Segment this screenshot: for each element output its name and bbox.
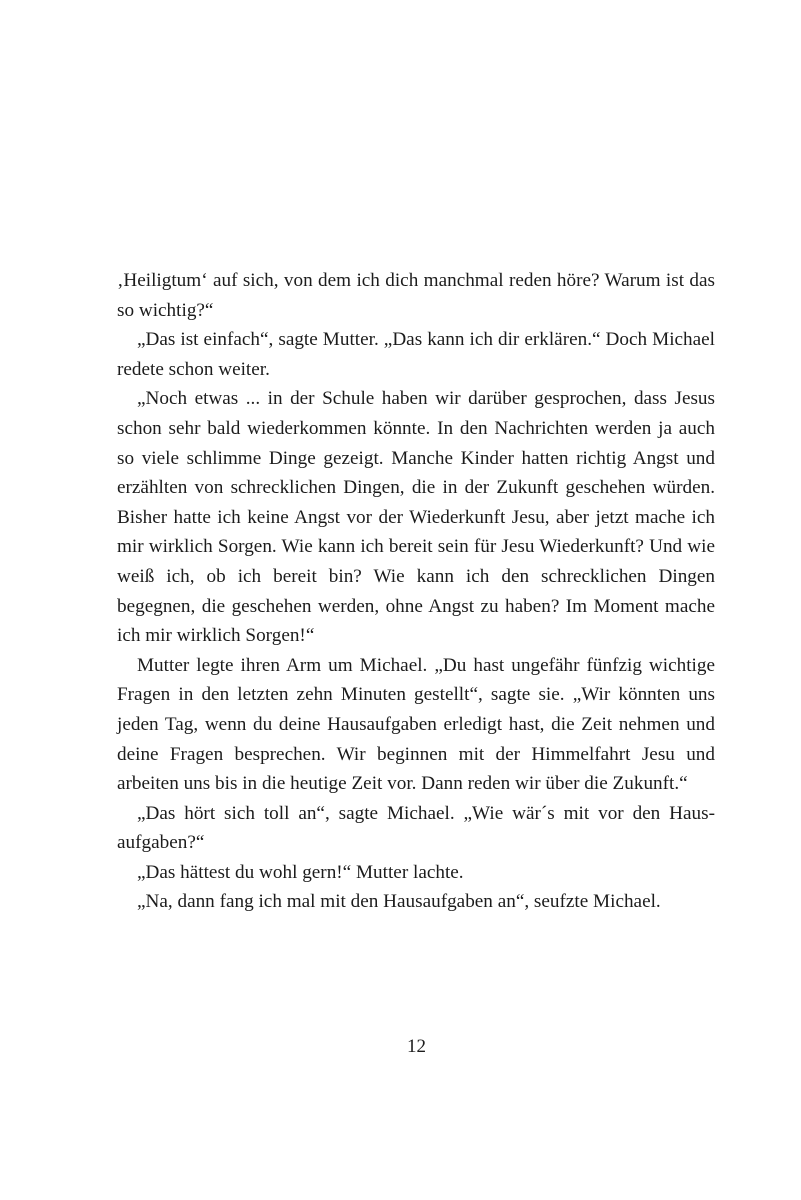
- paragraph: „Das hättest du wohl gern!“ Mutter lachte.: [137, 861, 464, 883]
- paragraph: „Na, dann fang ich mal mit den Hausaufgaben an“, seufzte Michael.: [137, 891, 661, 913]
- body-text: [117, 266, 715, 917]
- page-number: 12: [407, 1036, 426, 1057]
- paragraph: „Noch etwas ... in der Schule haben wir darüber gesprochen, dass Jesus schon sehr bald wiederkommen könnte. In den Nachrichten werden ja auch so viele schlimme Dinge gezeigt. Manche Kinder hatten richtig Angst und erzählten von schrecklichen Dingen, die in der Zukunft geschehen würden. Bisher hatte ich keine Angst vor der Wiederkunft Jesu, aber jetzt mache ich mir wirklich Sorgen. Wie kann ich bereit sein für Jesu Wiederkunft? Und wie weiß ich, ob ich bereit bin? Wie kann ich den schrecklichen Dingen begegnen, die geschehen werden, ohne Angst zu haben? Im Moment mache ich mir wirklich Sorgen!“: [117, 388, 715, 647]
- paragraph: „Das ist einfach“, sagte Mutter. „Das kann ich dir erklären.“ Doch Michael redete schon weiter.: [117, 329, 715, 380]
- paragraph: ‚Heiligtum‘ auf sich, von dem ich dich manchmal reden höre? Warum ist das so wichtig?“: [117, 270, 715, 321]
- paragraph: „Das hört sich toll an“, sagte Michael. „Wie wär´s mit vor den Hausaufgaben?“: [117, 802, 715, 854]
- paragraph: Mutter legte ihren Arm um Michael. „Du hast ungefähr fünfzig wichtige Fragen in den letzten zehn Minuten gestellt“, sagte sie. „Wir könnten uns jeden Tag, wenn du deine Hausaufgaben erledigt hast, die Zeit nehmen und deine Fragen besprechen. Wir beginnen mit der Himmelfahrt Jesu und arbeiten uns bis in die heutige Zeit vor. Dann reden wir über die Zukunft.“: [117, 654, 715, 795]
